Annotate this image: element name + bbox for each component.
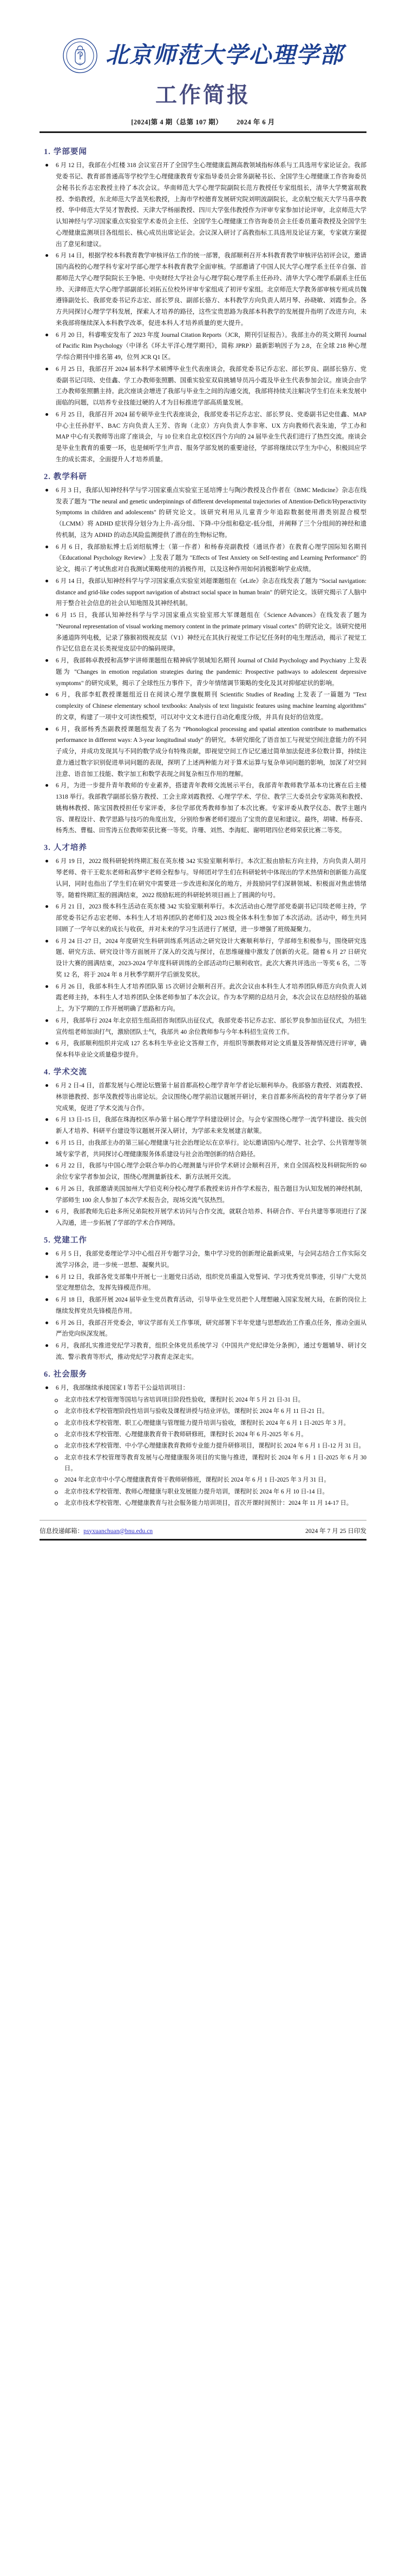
list-item: 6 月 6 日，我部励耘博士后刘绍航博士（第一作者）和杨春亮副教授（通讯作者）在教育心理学国际知名期刊《Educational Psychology Review》上发表了题为 "Effects of Test Anxiety on Self-testing and Learning Performance" 的论文，揭示了考试焦虑对自我测试策略使用的消极作用，以及这种作用如何消极影响学业成绩。	[40, 542, 366, 575]
section-item-list	[40, 1080, 366, 1229]
list-item: 6 月 3 日，我部认知神经科学与学习国家重点实验室王延培博士与陶沙教授及合作者在《BMC Medicine》杂志在线发表了题为 "The neural and genetic underpinnings of different developmental trajectories of Attention-Deficit/Hyperactivity Symptoms in children and adolescents" 的研究论文。该研究利用从儿童青少年追踪数据使用潜类别混合模型（LCMM）将 ADHD 症状得分划分为上升-高分组、下降-中分组和稳定-低分组，并阐释了三个分组间的神经和遗传机制，这为 ADHD 的动态风险监测提供了潜在的生物标记物。	[40, 485, 366, 541]
list-item: 北京市技术学校管理阶段性培训与验收及课程讲授与结业评估，课程时长 2024 年 6 月 11 日-21 日。	[40, 1406, 366, 1417]
section-item-list	[40, 1383, 366, 1509]
list-item: 6 月，我部顺利组织并完成 127 名本科生毕业论文答辩工作，并组织等额教师对论文质量及答辩情况进行评审，确保本科毕业论文质量稳步提升。	[40, 1038, 366, 1061]
list-item: 6 月，我部继续承接国家 I 等若干公益培训项目：	[40, 1383, 366, 1394]
section-title: 学部要闻	[53, 148, 87, 156]
list-item: 6 月 2 日-4 日，首都发展与心理论坛暨第十届首都高校心理学青年学者论坛顺利举办。我部骆方教授、刘霞教授、林崇德教授、彭华茂教授等出席论坛。会议围绕心理学前沿议题展开研讨，来自首都多所高校的青年学者分享了研究成果，促进了学术交流与合作。	[40, 1080, 366, 1114]
section-heading	[44, 842, 366, 853]
list-item: 北京市技术学校管理、心理健康教育骨干教师研修班，课程时长 2024 年 6 月-2025 年 6 月。	[40, 1429, 366, 1440]
footer	[40, 1520, 366, 1541]
list-item: 6 月，我部杨秀杰副教授课题组发表了名为 "Phonological processing and spatial attention contribute to mathematics performance in different ways: A 3-year longitudinal study" 的研究。本研究细化了语音加工与视觉空间注意能力的不同子成分，并成功发现其与不同的数学成分有特殊贡献，即视觉空间工作记忆通过简单加法促进多位数计算，持续注意力通过数字识别促进单词问题的表现，探明了上述两种能力对于算术运算与复杂单词问题的影响，加深了对空间注意、语音加工技能、数字加工和数学表现之间复杂相互作用的理解。	[40, 724, 366, 780]
list-item: 北京市技术学校管理等国培与省培训项目阶段性验收，课程时长 2024 年 5 月 21 日-31 日。	[40, 1395, 366, 1405]
list-item: 北京市技术学校管理、职工心理健康与管理能力提升培训与验收，课程时长 2024 年 6 月 1 日-2025 年 3 月。	[40, 1418, 366, 1429]
list-item: 6 月 5 日，我部党委理论学习中心组召开专题学习会，集中学习党的创新理论最新成果，与会同志结合工作实际交流学习体会，进一步统一思想、凝聚共识。	[40, 1249, 366, 1271]
section-heading	[44, 1067, 366, 1078]
footer-divider-thick	[40, 1539, 366, 1541]
list-item: 6 月 13 日-15 日，我部在珠海校区举办第十届心理学学科建设研讨会。与会专家围绕心理学一流学科建设、拔尖创新人才培养、科研平台建设等议题展开深入研讨，为学部未来发展建言献策。	[40, 1114, 366, 1137]
footer-divider-thin	[40, 1520, 366, 1521]
issue-number: [2024]第 4 期（总第 107 期）	[131, 118, 223, 126]
list-item: 北京市技术学校管理、心理健康教育与社会服务能力培训项目，首次开课时间预计：2024 年 11 月 14-17 日。	[40, 1498, 366, 1509]
section-heading	[44, 1235, 366, 1246]
section-title: 学术交流	[53, 1067, 87, 1077]
list-item: 6 月 25 日，我部召开 2024 届专硕毕业生代表座谈会，我部党委书记乔志宏、部长罗良、党委副书记史佳鑫、MAP 中心主任孙舒平、BAC 方向负责人王芳、咨询（北京）方向负责人李非寒、UX 方向教师代表朱迪，学工办和 MAP 中心有关教师等出席了座谈会，与 10 位来自北京校区四个方向的 24 届毕业生代表们进行了热烈交流。座谈会是毕业生教育的重要一环，也是倾听学生声音、服务学部发展的重要途径，学部将继续以学生为中心，积极回应学生的成长需求，全面提升人才培养质量。	[40, 409, 366, 466]
organization-name: 北京师范大学心理学部	[105, 43, 344, 68]
section-number: 4.	[44, 1067, 51, 1077]
list-item: 北京市技术学校管理等教育发展与心理健康服务项目的实施与推进，课程时长 2024 年 6 月 1 日-2025 年 6 月 30 日。	[40, 1452, 366, 1475]
section-number: 5.	[44, 1236, 51, 1245]
list-item: 6 月 25 日，我部召开 2024 届本科学术硕博毕业生代表座谈会，我部党委书记乔志宏、部长罗良、副部长骆方、党委副书记闫琰、史佳鑫、学工办教师张照鹏、国重实验室双肩挑辅导员冯小霞及毕业生代表参加会议。座谈会由学工办教师张照鹏主持。此次座谈会增进了我部与毕业生之间的沟通交流，我部将持续关注解决学生们在未来发展中面临的问题，以培养专业技能过硬的人才为目标推进学部高质量发展。	[40, 364, 366, 409]
list-item: 6 月，为进一步提升青年教师的专业素养，搭建青年教师交流展示平台，我部青年教师教学基本功比赛在后主楼 1318 举行。我部教学副部长骆方教授、工会主席刘霞教授、心理学学术、学位、教学三大委员会专家陈英和教授、姚梅林教授、陈宝国教授担任专家评委，多位学部优秀教师参加了本次比赛。专家评委从教学仪态、教学主题内容、课程设计、教学思路与技巧的角度出发，分别给参赛老师们提出了宝贵的意见和建议。最终，胡啸、杨春亮、杨秀杰、曹榅、田雪涛五位教师荣获比赛一等奖。许珊、刘然、李海虹、谢明珺四位老师荣获比赛二等奖。	[40, 780, 366, 836]
section-item-list	[40, 485, 366, 836]
list-item: 6 月，我部李虹教授课题组近日在阅读心理学旗舰期刊 Scientific Studies of Reading 上发表了一篇题为 "Text complexity of Chinese elementary school textbooks: Analysis of text linguistic features using machine learning algorithms" 的文章，构建了一项中文可读性模型，可以对中文文本进行自动化难度分级，并具有良好的信效度。	[40, 689, 366, 723]
list-item: 6 月 24 日-27 日，2024 年度研究生科研训练系列活动之研究设计大赛顺利举行，学部师生积极参与，围绕研究选题、研究方法、研究设计等方面展开了深入的交流与探讨，在思维碰撞中激发了创新的火花。随着 6 月 27 日研究设计大赛的圆满结束，2023-2024 学年度科研训练的全部活动均已顺利收官。此次大赛共评选出一等奖 6 名，二等奖 12 名，将于 2024 年 8 月秋季学期开学后颁发奖状。	[40, 936, 366, 981]
list-item: 6 月，我部教师先后赴多所兄弟院校开展学术访问与合作交流，就联合培养、科研合作、平台共建等事项进行了深入沟通，进一步拓展了学部的学术合作网络。	[40, 1206, 366, 1229]
list-item: 2024 年北京市中小学心理健康教育骨干教师研修班，课程时长 2024 年 6 月 1 日-2025 年 3 月 31 日。	[40, 1475, 366, 1485]
section-title: 教学科研	[53, 472, 87, 481]
section-title: 人才培养	[53, 844, 87, 853]
footer-email-block	[40, 1526, 153, 1535]
section-title: 党建工作	[53, 1236, 87, 1245]
section-number: 6.	[44, 1370, 51, 1379]
svg-text:1902: 1902	[77, 62, 82, 65]
section-item-list	[40, 160, 366, 465]
footer-print-date: 2024 年 7 月 25 日印发	[305, 1527, 366, 1535]
section-number: 2.	[44, 472, 51, 481]
list-item: 北京市技术学校管理、教师心理健康与职业发展能力提升培训，课程时长 2024 年 6 月 10 日-14 日。	[40, 1486, 366, 1497]
list-item: 6 月 12 日，我部各党支部集中开展七一主题党日活动，组织党员重温入党誓词、学习优秀党员事迹，引导广大党员坚定理想信念，发挥先锋模范作用。	[40, 1272, 366, 1294]
section-item-list	[40, 856, 366, 1061]
document-body	[40, 133, 366, 1509]
list-item: 6 月 18 日，我部开展 2024 届毕业生党员教育活动，引导毕业生党员把个人理想融入国家发展大局，在新的岗位上继续发挥党员先锋模范作用。	[40, 1294, 366, 1317]
list-item: 6 月，我部韩卓教授和高梦宇讲师课题组在精神病学领域知名期刊 Journal of Child Psychology and Psychiatry 上发表题为 "Changes in emotion regulation strategies during the pandemic: Prospective pathways to adolescent depressive symptoms" 的研究成果，揭示了全球性压力事件下，青少年情绪调节策略的变化及其对抑郁症状的影响。	[40, 655, 366, 689]
section-heading	[44, 472, 366, 482]
page-title: 工作简报	[155, 83, 251, 107]
list-item: 6 月 14 日，根据学校本科教育教学审核评估工作的统一部署，我部顺利召开本科教育教学审核评估初评会议，邀请国内高校的心理学科专家对学部心理学本科教育教学全面审核。学部邀请了中国人民大学心理学系主任辛自强、首都师范大学心理学院院长王争艳、中央财经大学社会与心理学院心理学系主任孙玲、清华大学心理学系副系主任伍珍、天津师范大学心理学部副部长刘拓五位校外评审专家组成了初评专家组。北京师范大学教务部审核专班成员魏遵锋副处长、我部党委书记乔志宏、部长罗良、副部长骆方、本科教学方向负责人胡月琴、孙晓敏、刘霞参会。各方共同探讨心理学学科发展，探索人才培养的路径，这些宝贵思路为我部本科教学的发展提升指明了改进方向，未来我部将继续深入本科教学改革，促进本科人才培养质量的更大提升。	[40, 250, 366, 329]
section-number: 1.	[44, 148, 51, 156]
masthead	[0, 0, 406, 68]
section-item-list	[40, 1249, 366, 1363]
section-title: 社会服务	[53, 1370, 87, 1379]
footer-email-link[interactable]: psyxuanchuan@bnu.edu.cn	[83, 1527, 153, 1535]
list-item: 6 月 22 日，我部与中国心理学会联合举办的心理测量与评价学术研讨会顺利召开，来自全国高校及科研院所的 60 余位专家学者参加会议，围绕心理测量新技术、新方法展开交流。	[40, 1160, 366, 1183]
section-number: 3.	[44, 844, 51, 853]
footer-email-label: 信息投递邮箱：	[40, 1527, 84, 1535]
list-item: 6 月 26 日，我部召开党委会，审议学部有关工作事项，研究部署下半年党建与思想政治工作重点任务，推动全面从严治党向纵深发展。	[40, 1318, 366, 1340]
issue-date: 2024 年 6 月	[237, 118, 275, 126]
bnu-psychology-crest-icon	[62, 38, 98, 74]
list-item: 6 月 15 日，由我部主办的第三届心理健康与社会治理论坛在京举行。论坛邀请国内心理学、社会学、公共管理等领域专家学者，共同探讨心理健康服务体系建设与社会治理创新的结合路径。	[40, 1138, 366, 1160]
list-item: 6 月 19 日，2022 级科研轮转终期汇报在英东楼 342 实验室顺利举行。本次汇报由励耘方向主持，方向负责人胡月琴老师、骨干王乾东老师和高梦宇老师全程参与。导师团对学生们在科研轮转中体现出的学术热情和创新能力高度认同，同时也指出了学生们在研究中需要进一步改进和深化的地方，并鼓励同学们深耕领域、积极面对焦虑情绪等。随着终期汇报的圆满结束，2022 级励耘班的科研轮转项目画上了圆满的句号。	[40, 856, 366, 901]
list-item: 6 月，我部扎实推进党纪学习教育，组织全体党员系统学习《中国共产党纪律处分条例》，通过专题辅导、研讨交流、警示教育等形式，推动党纪学习教育走深走实。	[40, 1340, 366, 1363]
list-item: 6 月 15 日，我部认知神经科学与学习国家重点实验室邢大军课题组在《Science Advances》在线发表了题为 "Neuronal representation of visual working memory content in the primate primary visual cortex" 的研究论文。该研究使用多通道阵列电极，记录了猕猴初级视皮层（V1）神经元在其执行视觉工作记忆任务时的电生理活动，揭示了视觉工作记忆信息在灵长类视觉皮层中的编码规律。	[40, 610, 366, 655]
list-item: 6 月 26 日，我部本科生人才培养团队第 15 次研讨会顺利召开。此次会议由本科生人才培养团队师范方向负责人刘霞老师主持，本科生人才培养团队全体老师参加了本次会议。作为本学期的总结月会，本次会议在总结经验的基础上，为下学期的工作开展明确了思路和方向。	[40, 981, 366, 1015]
issue-line	[0, 117, 406, 127]
list-item: 6 月 21 日，2023 级本科生活动在英东楼 342 实验室顺利举行。本次活动由心理学部党委副书记闫琰老师主持，学部党委书记乔志宏老师、本科生人才培养团队的老师们及 2023 级全体本科生参加了本次活动。活动中，师生共同回顾了一学年以来的成长与收获，并对未来的学习生活进行了展望，进一步增强了班级凝聚力。	[40, 901, 366, 935]
list-item: 6 月 12 日，我部在小红楼 318 会议室召开了全国学生心理健康监测高教领域指标体系与工具选用专家论证会。我部党委书记、教育部普通高等学校学生心理健康教育专家指导委员会常务副秘书长、全国学生心理健康工作咨询委员会秘书长乔志宏教授主持了本次会议。华南师范大学心理学院副院长范方教授任专家组组长，清华大学樊富珉教授、李焰教授，东北师范大学盖笑松教授，上海市学校德育发展研究院刘明波副院长，北京航空航天大学马喜亭教授、华中师范大学吴才智教授、天津大学杨丽教授、四川大学张伟教授作为评审专家参加讨论评审，北京师范大学认知神经与学习国家重点实验室学术委员会主任、全国学生心理健康工作咨询委员会主任委员董奇教授及全国学生心理健康监测项目各组组长、核心成员出席论证会。会议深入研讨了高教指标工具选用及论证方案，专家就方案提出了意见和建议。	[40, 160, 366, 250]
list-item: 6 月，我部举行 2024 年北京招生组高招咨询团队出征仪式，我部党委书记乔志宏、部长罗良参加出征仪式，为招生宣传组老师加油打气，激励团队士气，我部共 40 余位教师参与今年本科招生宣传工作。	[40, 1015, 366, 1038]
list-item: 6 月 20 日，科睿唯安发布了 2023 年度 Journal Citation Reports（JCR，期刊引证报告）。我部主办的英文期刊 Journal of Pacific Rim Psychology（中译名《环太平洋心理学期刊》，简称 JPRP）最新影响因子为 2.8，在全球 218 种心理学/综合期刊中排名第 49，位列 JCR Q1 区。	[40, 330, 366, 363]
section-heading	[44, 1369, 366, 1380]
list-item: 6 月 26 日，我部邀请美国加州大学伯克利分校心理学系教授来访并作学术报告，报告题目为认知发展的神经机制，学部师生 100 余人参加了本次学术报告会，现场交流气氛热烈。	[40, 1184, 366, 1206]
list-item: 北京市技术学校管理、中小学心理健康教育教师专业能力提升研修项目，课程时长 2024 年 6 月 1 日-12 月 31 日。	[40, 1440, 366, 1451]
section-heading	[44, 147, 366, 157]
list-item: 6 月 14 日，我部认知神经科学与学习国家重点实验室刘超课题组在《eLife》杂志在线发表了题为 "Social navigation: distance and grid-like codes support navigation of abstract social space in human brain" 的研究论文。该研究揭示了人脑中用于整合社会信息的社会认知地图及其神经机制。	[40, 576, 366, 609]
